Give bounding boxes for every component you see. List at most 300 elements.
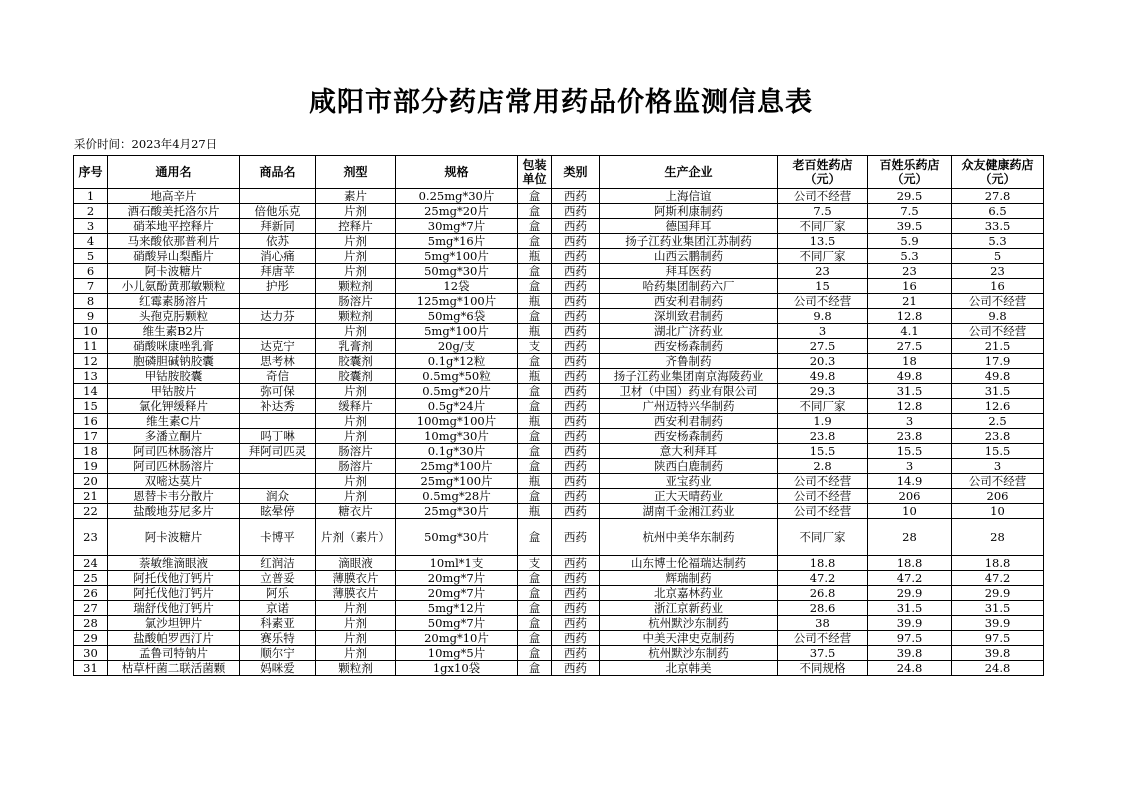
table-row [74, 556, 1044, 571]
cell-category: 西药 [552, 294, 600, 309]
header-dosage-form: 剂型 [316, 156, 396, 189]
cell-index: 16 [74, 414, 108, 429]
cell-generic-name: 盐酸帕罗西汀片 [108, 631, 240, 646]
cell-brand-name: 奇信 [240, 369, 316, 384]
page-title: 咸阳市部分药店常用药品价格监测信息表 [309, 87, 813, 118]
cell-manufacturer: 北京嘉林药业 [600, 586, 778, 601]
cell-dosage-form: 片剂 [316, 249, 396, 264]
cell-specification: 0.5mg*28片 [396, 489, 518, 504]
cell-price-zhongyou: 206 [952, 489, 1044, 504]
cell-brand-name [240, 414, 316, 429]
cell-price-baixingle: 3 [868, 459, 952, 474]
cell-brand-name: 达克宁 [240, 339, 316, 354]
cell-category: 西药 [552, 616, 600, 631]
cell-manufacturer: 亚宝药业 [600, 474, 778, 489]
cell-price-baixingle: 18.8 [868, 556, 952, 571]
cell-specification: 30mg*7片 [396, 219, 518, 234]
cell-category: 西药 [552, 444, 600, 459]
cell-generic-name: 硝酸咪康唑乳膏 [108, 339, 240, 354]
cell-index: 8 [74, 294, 108, 309]
cell-specification: 10ml*1支 [396, 556, 518, 571]
header-price-baixingle: 百姓乐药店（元） [868, 156, 952, 189]
cell-generic-name: 阿卡波糖片 [108, 264, 240, 279]
cell-index: 4 [74, 234, 108, 249]
cell-generic-name: 小儿氨酚黄那敏颗粒 [108, 279, 240, 294]
cell-price-laobaixing: 47.2 [778, 571, 868, 586]
cell-price-baixingle: 23 [868, 264, 952, 279]
cell-generic-name: 阿卡波糖片 [108, 519, 240, 556]
cell-category: 西药 [552, 384, 600, 399]
cell-specification: 20g/支 [396, 339, 518, 354]
cell-generic-name: 头孢克肟颗粒 [108, 309, 240, 324]
cell-category: 西药 [552, 646, 600, 661]
cell-package-unit: 瓶 [518, 414, 552, 429]
cell-index: 29 [74, 631, 108, 646]
cell-category: 西药 [552, 661, 600, 676]
cell-brand-name: 眩晕停 [240, 504, 316, 519]
cell-index: 17 [74, 429, 108, 444]
cell-category: 西药 [552, 519, 600, 556]
cell-category: 西药 [552, 369, 600, 384]
cell-dosage-form: 肠溶片 [316, 459, 396, 474]
cell-generic-name: 马来酸依那普利片 [108, 234, 240, 249]
cell-price-baixingle: 21 [868, 294, 952, 309]
cell-manufacturer: 山东博士伦福瑞达制药 [600, 556, 778, 571]
cell-package-unit: 盒 [518, 399, 552, 414]
cell-manufacturer: 西安利君制药 [600, 414, 778, 429]
cell-price-zhongyou: 3 [952, 459, 1044, 474]
cell-manufacturer: 拜耳医药 [600, 264, 778, 279]
cell-category: 西药 [552, 556, 600, 571]
cell-category: 西药 [552, 354, 600, 369]
cell-price-zhongyou: 23.8 [952, 429, 1044, 444]
cell-specification: 125mg*100片 [396, 294, 518, 309]
cell-specification: 50mg*30片 [396, 264, 518, 279]
table-row [74, 264, 1044, 279]
cell-index: 26 [74, 586, 108, 601]
cell-price-laobaixing: 20.3 [778, 354, 868, 369]
cell-generic-name: 萘敏维滴眼液 [108, 556, 240, 571]
cell-brand-name [240, 294, 316, 309]
cell-specification: 0.5mg*50粒 [396, 369, 518, 384]
cell-price-laobaixing: 不同厂家 [778, 519, 868, 556]
cell-package-unit: 盒 [518, 279, 552, 294]
cell-package-unit: 盒 [518, 234, 552, 249]
cell-package-unit: 盒 [518, 444, 552, 459]
cell-generic-name: 氯化钾缓释片 [108, 399, 240, 414]
header-specification: 规格 [396, 156, 518, 189]
table-row [74, 279, 1044, 294]
cell-price-baixingle: 14.9 [868, 474, 952, 489]
cell-generic-name: 地高辛片 [108, 189, 240, 204]
cell-manufacturer: 杭州默沙东制药 [600, 646, 778, 661]
cell-dosage-form: 片剂 [316, 489, 396, 504]
cell-manufacturer: 杭州中美华东制药 [600, 519, 778, 556]
cell-specification: 50mg*6袋 [396, 309, 518, 324]
cell-price-laobaixing: 2.8 [778, 459, 868, 474]
cell-dosage-form: 薄膜衣片 [316, 571, 396, 586]
cell-price-zhongyou: 21.5 [952, 339, 1044, 354]
cell-price-zhongyou: 16 [952, 279, 1044, 294]
cell-specification: 10mg*5片 [396, 646, 518, 661]
cell-manufacturer: 西安利君制药 [600, 294, 778, 309]
cell-package-unit: 盒 [518, 429, 552, 444]
cell-brand-name: 赛乐特 [240, 631, 316, 646]
header-package-unit: 包装单位 [518, 156, 552, 189]
price-table [73, 155, 1044, 676]
cell-package-unit: 盒 [518, 354, 552, 369]
cell-dosage-form: 片剂 [316, 264, 396, 279]
cell-brand-name: 护彤 [240, 279, 316, 294]
cell-category: 西药 [552, 219, 600, 234]
cell-manufacturer: 扬子江药业集团南京海陵药业 [600, 369, 778, 384]
table-row [74, 444, 1044, 459]
cell-category: 西药 [552, 631, 600, 646]
cell-manufacturer: 扬子江药业集团江苏制药 [600, 234, 778, 249]
cell-price-baixingle: 3 [868, 414, 952, 429]
cell-manufacturer: 杭州默沙东制药 [600, 616, 778, 631]
cell-brand-name [240, 459, 316, 474]
cell-specification: 25mg*100片 [396, 474, 518, 489]
table-row [74, 414, 1044, 429]
cell-dosage-form: 片剂 [316, 631, 396, 646]
cell-price-baixingle: 47.2 [868, 571, 952, 586]
cell-dosage-form: 片剂 [316, 474, 396, 489]
cell-price-baixingle: 4.1 [868, 324, 952, 339]
cell-generic-name: 阿司匹林肠溶片 [108, 444, 240, 459]
cell-package-unit: 瓶 [518, 504, 552, 519]
cell-manufacturer: 辉瑞制药 [600, 571, 778, 586]
cell-dosage-form: 片剂 [316, 646, 396, 661]
header-price-laobaixing: 老百姓药店（元） [778, 156, 868, 189]
cell-dosage-form: 片剂 [316, 324, 396, 339]
table-row [74, 339, 1044, 354]
cell-price-zhongyou: 10 [952, 504, 1044, 519]
cell-generic-name: 硝苯地平控释片 [108, 219, 240, 234]
cell-price-laobaixing: 不同厂家 [778, 249, 868, 264]
cell-manufacturer: 卫材（中国）药业有限公司 [600, 384, 778, 399]
cell-generic-name: 红霉素肠溶片 [108, 294, 240, 309]
cell-package-unit: 盒 [518, 204, 552, 219]
cell-brand-name [240, 474, 316, 489]
cell-package-unit: 盒 [518, 489, 552, 504]
cell-brand-name: 妈咪爱 [240, 661, 316, 676]
cell-index: 1 [74, 189, 108, 204]
cell-specification: 50mg*7片 [396, 616, 518, 631]
cell-category: 西药 [552, 459, 600, 474]
cell-specification: 100mg*100片 [396, 414, 518, 429]
table-row [74, 631, 1044, 646]
cell-specification: 12袋 [396, 279, 518, 294]
cell-manufacturer: 哈药集团制药六厂 [600, 279, 778, 294]
cell-price-baixingle: 31.5 [868, 384, 952, 399]
cell-price-baixingle: 206 [868, 489, 952, 504]
cell-package-unit: 瓶 [518, 249, 552, 264]
cell-price-baixingle: 5.3 [868, 249, 952, 264]
cell-index: 13 [74, 369, 108, 384]
cell-index: 28 [74, 616, 108, 631]
cell-category: 西药 [552, 309, 600, 324]
cell-price-zhongyou: 公司不经营 [952, 294, 1044, 309]
cell-package-unit: 盒 [518, 616, 552, 631]
cell-manufacturer: 西安杨森制药 [600, 429, 778, 444]
cell-generic-name: 胞磷胆碱钠胶囊 [108, 354, 240, 369]
cell-dosage-form: 糖衣片 [316, 504, 396, 519]
cell-price-baixingle: 49.8 [868, 369, 952, 384]
cell-price-laobaixing: 49.8 [778, 369, 868, 384]
cell-package-unit: 瓶 [518, 294, 552, 309]
cell-category: 西药 [552, 504, 600, 519]
cell-package-unit: 盒 [518, 384, 552, 399]
cell-package-unit: 盒 [518, 219, 552, 234]
cell-category: 西药 [552, 324, 600, 339]
cell-generic-name: 盐酸地芬尼多片 [108, 504, 240, 519]
cell-category: 西药 [552, 489, 600, 504]
cell-price-laobaixing: 29.3 [778, 384, 868, 399]
cell-index: 31 [74, 661, 108, 676]
cell-price-baixingle: 24.8 [868, 661, 952, 676]
cell-price-laobaixing: 公司不经营 [778, 474, 868, 489]
cell-category: 西药 [552, 601, 600, 616]
cell-specification: 5mg*100片 [396, 249, 518, 264]
cell-price-baixingle: 27.5 [868, 339, 952, 354]
cell-brand-name: 吗丁啉 [240, 429, 316, 444]
cell-generic-name: 硝酸异山梨酯片 [108, 249, 240, 264]
cell-price-zhongyou: 5.3 [952, 234, 1044, 249]
cell-brand-name: 阿乐 [240, 586, 316, 601]
cell-price-baixingle: 39.9 [868, 616, 952, 631]
cell-price-baixingle: 29.9 [868, 586, 952, 601]
cell-dosage-form: 片剂 [316, 414, 396, 429]
cell-manufacturer: 深圳致君制药 [600, 309, 778, 324]
cell-category: 西药 [552, 249, 600, 264]
cell-brand-name: 卡博平 [240, 519, 316, 556]
cell-package-unit: 盒 [518, 519, 552, 556]
header-price-zhongyou: 众友健康药店（元） [952, 156, 1044, 189]
cell-price-zhongyou: 27.8 [952, 189, 1044, 204]
cell-package-unit: 支 [518, 339, 552, 354]
cell-dosage-form: 乳膏剂 [316, 339, 396, 354]
table-row [74, 474, 1044, 489]
cell-price-baixingle: 12.8 [868, 309, 952, 324]
cell-price-laobaixing: 公司不经营 [778, 189, 868, 204]
cell-index: 24 [74, 556, 108, 571]
cell-price-zhongyou: 33.5 [952, 219, 1044, 234]
cell-price-baixingle: 16 [868, 279, 952, 294]
table-row [74, 234, 1044, 249]
cell-index: 5 [74, 249, 108, 264]
table-row [74, 204, 1044, 219]
cell-generic-name: 甲钴胺片 [108, 384, 240, 399]
cell-specification: 25mg*100片 [396, 459, 518, 474]
table-row [74, 489, 1044, 504]
cell-generic-name: 阿托伐他汀钙片 [108, 571, 240, 586]
cell-price-laobaixing: 23.8 [778, 429, 868, 444]
cell-specification: 25mg*20片 [396, 204, 518, 219]
cell-price-laobaixing: 28.6 [778, 601, 868, 616]
cell-index: 22 [74, 504, 108, 519]
cell-dosage-form: 片剂 [316, 234, 396, 249]
cell-index: 3 [74, 219, 108, 234]
cell-manufacturer: 中美天津史克制药 [600, 631, 778, 646]
cell-price-zhongyou: 29.9 [952, 586, 1044, 601]
cell-brand-name [240, 189, 316, 204]
cell-dosage-form: 胶囊剂 [316, 369, 396, 384]
cell-specification: 0.1g*12粒 [396, 354, 518, 369]
table-row [74, 429, 1044, 444]
cell-index: 7 [74, 279, 108, 294]
header-row [74, 156, 1044, 189]
cell-specification: 10mg*30片 [396, 429, 518, 444]
cell-price-baixingle: 39.5 [868, 219, 952, 234]
header-category: 类别 [552, 156, 600, 189]
cell-price-zhongyou: 28 [952, 519, 1044, 556]
cell-manufacturer: 广州迈特兴华制药 [600, 399, 778, 414]
cell-price-laobaixing: 7.5 [778, 204, 868, 219]
cell-manufacturer: 齐鲁制药 [600, 354, 778, 369]
table-row [74, 384, 1044, 399]
cell-brand-name: 拜阿司匹灵 [240, 444, 316, 459]
cell-package-unit: 支 [518, 556, 552, 571]
cell-manufacturer: 阿斯利康制药 [600, 204, 778, 219]
cell-brand-name: 达力芬 [240, 309, 316, 324]
table-row [74, 519, 1044, 556]
cell-manufacturer: 德国拜耳 [600, 219, 778, 234]
cell-package-unit: 盒 [518, 309, 552, 324]
cell-brand-name: 润众 [240, 489, 316, 504]
cell-index: 18 [74, 444, 108, 459]
cell-category: 西药 [552, 204, 600, 219]
cell-dosage-form: 肠溶片 [316, 444, 396, 459]
cell-brand-name: 拜唐苹 [240, 264, 316, 279]
cell-generic-name: 孟鲁司特钠片 [108, 646, 240, 661]
cell-category: 西药 [552, 189, 600, 204]
survey-date: 采价时间：2023年4月27日 [74, 137, 218, 151]
cell-dosage-form: 控释片 [316, 219, 396, 234]
cell-brand-name: 消心痛 [240, 249, 316, 264]
cell-price-laobaixing: 18.8 [778, 556, 868, 571]
cell-price-laobaixing: 公司不经营 [778, 489, 868, 504]
table-row [74, 616, 1044, 631]
table-row [74, 646, 1044, 661]
cell-index: 11 [74, 339, 108, 354]
cell-category: 西药 [552, 234, 600, 249]
cell-price-laobaixing: 3 [778, 324, 868, 339]
cell-price-laobaixing: 23 [778, 264, 868, 279]
cell-index: 27 [74, 601, 108, 616]
cell-price-zhongyou: 12.6 [952, 399, 1044, 414]
cell-manufacturer: 湖南千金湘江药业 [600, 504, 778, 519]
cell-price-laobaixing: 38 [778, 616, 868, 631]
cell-package-unit: 盒 [518, 586, 552, 601]
cell-price-zhongyou: 公司不经营 [952, 324, 1044, 339]
cell-category: 西药 [552, 279, 600, 294]
cell-price-zhongyou: 6.5 [952, 204, 1044, 219]
table-row [74, 219, 1044, 234]
cell-price-baixingle: 18 [868, 354, 952, 369]
cell-index: 12 [74, 354, 108, 369]
cell-specification: 50mg*30片 [396, 519, 518, 556]
cell-price-zhongyou: 31.5 [952, 601, 1044, 616]
cell-specification: 20mg*7片 [396, 586, 518, 601]
cell-price-laobaixing: 13.5 [778, 234, 868, 249]
table-row [74, 571, 1044, 586]
cell-generic-name: 恩替卡韦分散片 [108, 489, 240, 504]
cell-brand-name: 拜新同 [240, 219, 316, 234]
cell-dosage-form: 片剂 [316, 601, 396, 616]
cell-package-unit: 盒 [518, 601, 552, 616]
cell-brand-name [240, 324, 316, 339]
cell-specification: 25mg*30片 [396, 504, 518, 519]
cell-manufacturer: 山西云鹏制药 [600, 249, 778, 264]
cell-dosage-form: 素片 [316, 189, 396, 204]
cell-category: 西药 [552, 264, 600, 279]
cell-dosage-form: 肠溶片 [316, 294, 396, 309]
cell-price-zhongyou: 97.5 [952, 631, 1044, 646]
table-row [74, 504, 1044, 519]
cell-dosage-form: 缓释片 [316, 399, 396, 414]
cell-generic-name: 枯草杆菌二联活菌颗 [108, 661, 240, 676]
cell-price-zhongyou: 47.2 [952, 571, 1044, 586]
cell-price-zhongyou: 9.8 [952, 309, 1044, 324]
cell-category: 西药 [552, 414, 600, 429]
cell-manufacturer: 意大利拜耳 [600, 444, 778, 459]
table-row [74, 399, 1044, 414]
cell-package-unit: 盒 [518, 571, 552, 586]
cell-dosage-form: 片剂 [316, 429, 396, 444]
cell-specification: 20mg*10片 [396, 631, 518, 646]
cell-price-baixingle: 10 [868, 504, 952, 519]
cell-price-baixingle: 29.5 [868, 189, 952, 204]
cell-price-laobaixing: 9.8 [778, 309, 868, 324]
cell-package-unit: 瓶 [518, 474, 552, 489]
cell-index: 19 [74, 459, 108, 474]
table-row [74, 354, 1044, 369]
cell-generic-name: 阿司匹林肠溶片 [108, 459, 240, 474]
cell-specification: 5mg*12片 [396, 601, 518, 616]
cell-category: 西药 [552, 399, 600, 414]
cell-dosage-form: 滴眼液 [316, 556, 396, 571]
cell-price-zhongyou: 17.9 [952, 354, 1044, 369]
table-row [74, 324, 1044, 339]
cell-brand-name: 京诺 [240, 601, 316, 616]
cell-brand-name: 红润洁 [240, 556, 316, 571]
cell-package-unit: 瓶 [518, 369, 552, 384]
cell-price-zhongyou: 39.9 [952, 616, 1044, 631]
cell-price-baixingle: 23.8 [868, 429, 952, 444]
cell-brand-name: 弥可保 [240, 384, 316, 399]
cell-price-laobaixing: 1.9 [778, 414, 868, 429]
cell-specification: 5mg*16片 [396, 234, 518, 249]
cell-brand-name: 顺尔宁 [240, 646, 316, 661]
cell-price-laobaixing: 不同厂家 [778, 219, 868, 234]
cell-dosage-form: 片剂 [316, 616, 396, 631]
cell-price-zhongyou: 15.5 [952, 444, 1044, 459]
cell-specification: 20mg*7片 [396, 571, 518, 586]
cell-manufacturer: 北京韩美 [600, 661, 778, 676]
cell-manufacturer: 上海信谊 [600, 189, 778, 204]
cell-price-laobaixing: 公司不经营 [778, 504, 868, 519]
cell-manufacturer: 浙江京新药业 [600, 601, 778, 616]
cell-package-unit: 瓶 [518, 324, 552, 339]
cell-dosage-form: 薄膜衣片 [316, 586, 396, 601]
cell-specification: 0.1g*30片 [396, 444, 518, 459]
cell-generic-name: 维生素C片 [108, 414, 240, 429]
cell-price-laobaixing: 不同规格 [778, 661, 868, 676]
cell-generic-name: 双嘧达莫片 [108, 474, 240, 489]
cell-price-baixingle: 39.8 [868, 646, 952, 661]
cell-index: 15 [74, 399, 108, 414]
